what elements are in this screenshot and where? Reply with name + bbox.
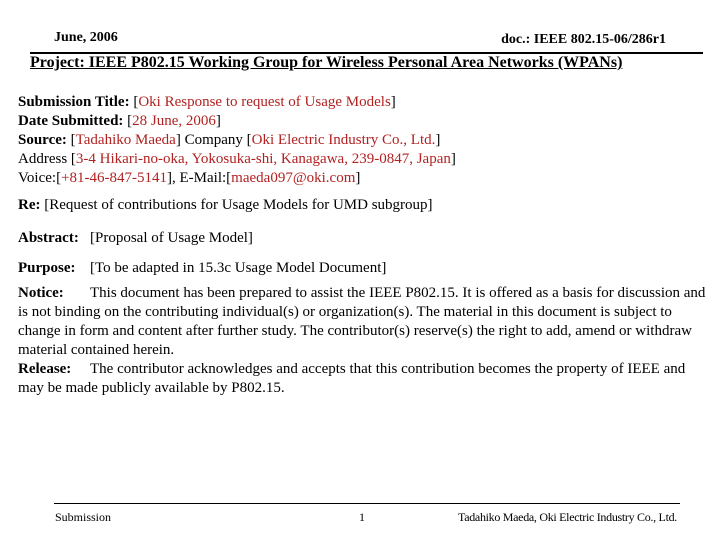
notice-label: Notice: bbox=[18, 285, 64, 301]
submission-info bbox=[18, 93, 456, 188]
notice-release-block bbox=[18, 284, 713, 398]
abstract-line: Abstract: [Proposal of Usage Model] bbox=[18, 230, 253, 246]
re-line: Re: [Request of contributions for Usage Models for UMD subgroup] bbox=[18, 197, 433, 213]
notice-paragraph bbox=[18, 284, 713, 360]
purpose-label: Purpose: bbox=[18, 260, 76, 276]
purpose-line: Purpose: [To be adapted in 15.3c Usage Model Document] bbox=[18, 260, 387, 276]
notice-text: This document has been prepared to assist the IEEE P802.15. It is offered as a basis for discussion and is not binding on the contributing individual(s) or organization(s). The material in this document is subject to change in form and content after further study. The contributor(s) reserve(s) the right to add, amend or withdraw material contained herein. bbox=[18, 285, 706, 358]
date-submitted-value: 28 June, 2006 bbox=[132, 113, 216, 129]
footer-page-number: 1 bbox=[359, 510, 365, 524]
header-date: June, 2006 bbox=[54, 30, 118, 45]
footer-divider bbox=[54, 503, 680, 504]
re-value: Request of contributions for Usage Models for UMD subgroup bbox=[49, 197, 428, 213]
address-line: Address [3-4 Hikari-no-oka, Yokosuka-shi, Kanagawa, 239-0847, Japan] bbox=[18, 151, 456, 167]
submission-title-value: Oki Response to request of Usage Models bbox=[138, 94, 391, 110]
submission-title-label: Submission Title: bbox=[18, 94, 130, 110]
release-paragraph bbox=[18, 360, 713, 398]
date-submitted-line: Date Submitted: [28 June, 2006] bbox=[18, 113, 221, 129]
source-line: Source: [Tadahiko Maeda] Company [Oki Electric Industry Co., Ltd.] bbox=[18, 132, 441, 148]
source-value: Tadahiko Maeda bbox=[75, 132, 176, 148]
date-submitted-label: Date Submitted: bbox=[18, 113, 124, 129]
submission-title-line: Submission Title: [Oki Response to request of Usage Models] bbox=[18, 94, 396, 110]
source-label: Source: bbox=[18, 132, 67, 148]
voice-value: +81-46-847-5141 bbox=[61, 170, 168, 186]
release-label: Release: bbox=[18, 361, 72, 377]
release-text: The contributor acknowledges and accepts that this contribution becomes the property of IEEE and may be made publicly available by P802.15. bbox=[18, 361, 686, 396]
footer-submission: Submission bbox=[55, 510, 112, 524]
purpose-value: To be adapted in 15.3c Usage Model Document bbox=[95, 260, 382, 276]
header-doc-id: doc.: IEEE 802.15-06/286r1 bbox=[501, 32, 666, 47]
abstract-value: Proposal of Usage Model bbox=[95, 230, 248, 246]
contact-line: Voice:[+81-46-847-5141], E-Mail:[maeda097@oki.com] bbox=[18, 170, 361, 186]
address-label: Address bbox=[18, 151, 68, 167]
email-value: maeda097@oki.com bbox=[231, 170, 356, 186]
project-title: Project: IEEE P802.15 Working Group for Wireless Personal Area Networks (WPANs) bbox=[30, 54, 623, 71]
abstract-label: Abstract: bbox=[18, 230, 79, 246]
voice-label: Voice: bbox=[18, 170, 57, 186]
company-label: Company bbox=[184, 132, 243, 148]
company-value: Oki Electric Industry Co., Ltd. bbox=[251, 132, 436, 148]
email-label: E-Mail: bbox=[179, 170, 227, 186]
footer-author: Tadahiko Maeda, Oki Electric Industry Co., Ltd. bbox=[458, 510, 677, 524]
re-label: Re: bbox=[18, 197, 41, 213]
address-value: 3-4 Hikari-no-oka, Yokosuka-shi, Kanagawa, 239-0847, Japan bbox=[75, 151, 451, 167]
